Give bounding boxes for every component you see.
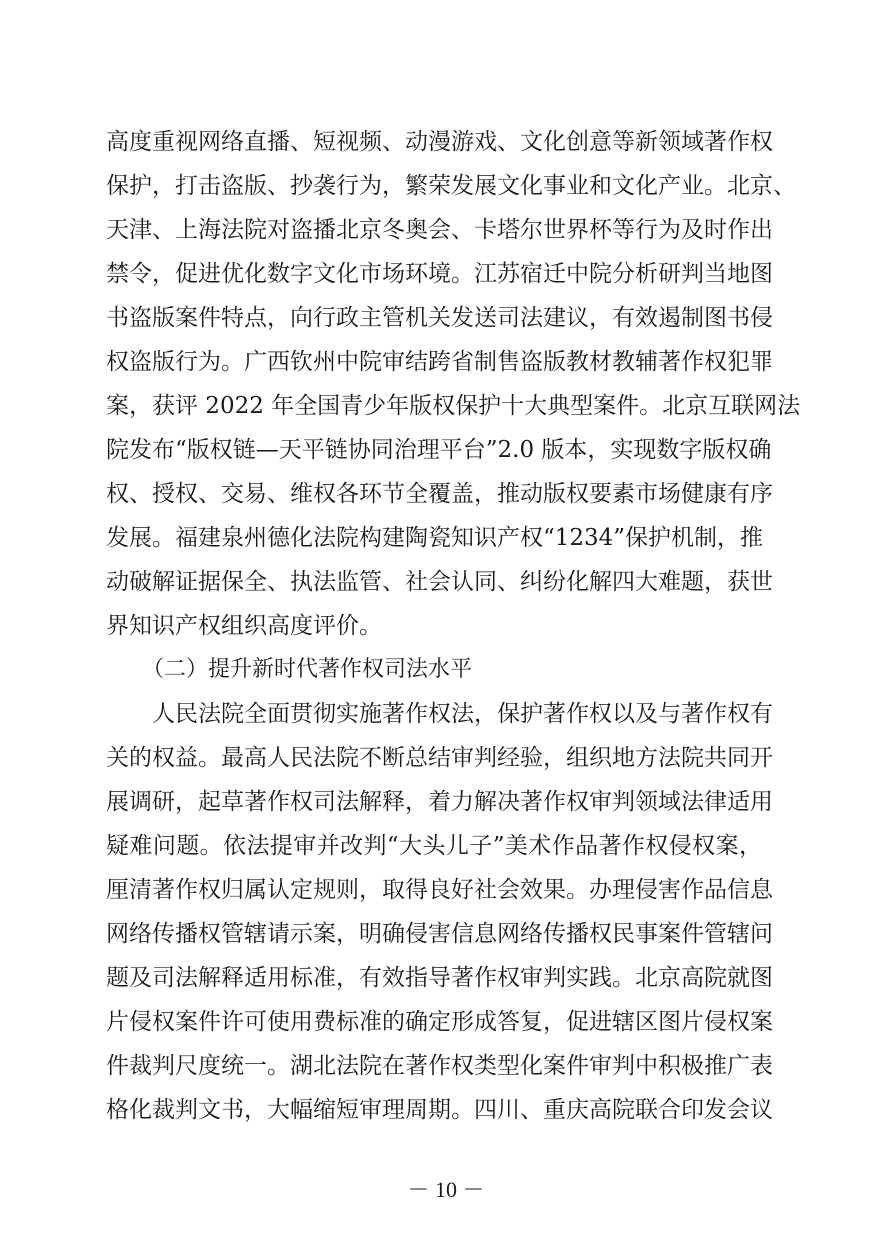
text-line: 展调研，起草著作权司法解释，着力解决著作权审判领域法律适用	[106, 789, 773, 815]
text-line: 格化裁判文书，大幅缩短审理周期。四川、重庆高院联合印发会议	[106, 1097, 773, 1123]
text-line: 高度重视网络直播、短视频、动漫游戏、文化创意等新领域著作权	[106, 129, 773, 155]
text-line: 禁令，促进优化数字文化市场环境。江苏宿迁中院分析研判当地图	[106, 261, 773, 287]
text-line: 厘清著作权归属认定规则，取得良好社会效果。办理侵害作品信息	[106, 877, 773, 903]
text-line: 保护，打击盗版、抄袭行为，繁荣发展文化事业和文化产业。北京、	[106, 173, 796, 199]
text-line: 疑难问题。依法提审并改判“大头儿子”美术作品著作权侵权案，	[106, 833, 762, 859]
text-line: 界知识产权组织高度评价。	[106, 613, 382, 639]
section-heading: （二）提升新时代著作权司法水平	[142, 657, 473, 682]
text-line: 权、授权、交易、维权各环节全覆盖，推动版权要素市场健康有序	[106, 481, 773, 507]
text-line: 动破解证据保全、执法监管、社会认同、纠纷化解四大难题，获世	[106, 569, 773, 595]
text-line: 件裁判尺度统一。湖北法院在著作权类型化案件审判中积极推广表	[106, 1053, 773, 1079]
page-number: － 10 －	[407, 1177, 485, 1202]
text-line: 片侵权案件许可使用费标准的确定形成答复，促进辖区图片侵权案	[106, 1009, 773, 1035]
text-line: 题及司法解释适用标准，有效指导著作权审判实践。北京高院就图	[106, 965, 773, 991]
text-line: 关的权益。最高人民法院不断总结审判经验，组织地方法院共同开	[106, 745, 773, 771]
text-line: 书盗版案件特点，向行政主管机关发送司法建议，有效遏制图书侵	[106, 305, 773, 331]
text-line: 案，获评 2022 年全国青少年版权保护十大典型案件。北京互联网法	[106, 393, 801, 419]
text-line: 网络传播权管辖请示案，明确侵害信息网络传播权民事案件管辖问	[106, 921, 773, 947]
text-line: 人民法院全面贯彻实施著作权法，保护著作权以及与著作权有	[152, 701, 773, 727]
text-line: 权盗版行为。广西钦州中院审结跨省制售盗版教材教辅著作权犯罪	[106, 349, 773, 375]
text-line: 天津、上海法院对盗播北京冬奥会、卡塔尔世界杯等行为及时作出	[106, 217, 773, 243]
text-line: 发展。福建泉州德化法院构建陶瓷知识产权“1234”保护机制，推	[106, 525, 764, 551]
text-line: 院发布“版权链—天平链协同治理平台”2.0 版本，实现数字版权确	[106, 437, 772, 463]
